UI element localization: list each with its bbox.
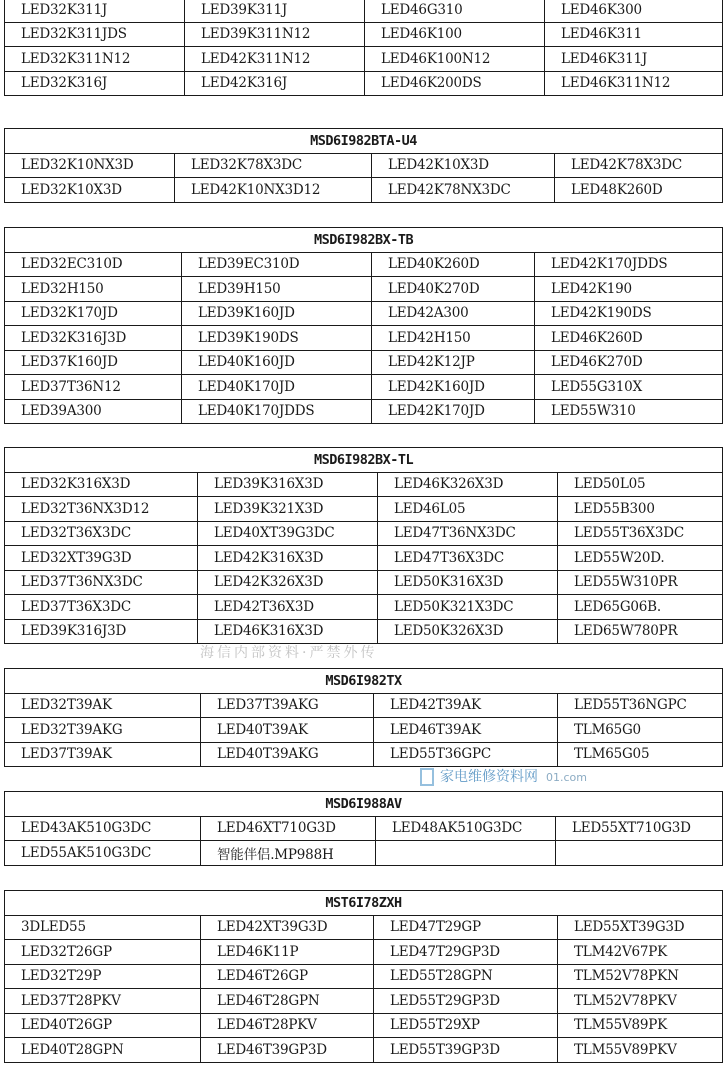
- table-row: [5, 940, 723, 965]
- model-cell: LED32K316J: [5, 71, 185, 96]
- model-cell: TLM65G05: [558, 742, 723, 767]
- model-cell: LED55W310PR: [558, 570, 723, 595]
- model-cell: LED46T26GP: [201, 964, 374, 989]
- model-cell: LED37T36X3DC: [5, 595, 198, 620]
- model-cell: LED47T36NX3DC: [378, 521, 558, 546]
- model-table-mst6i78zxh: [4, 890, 723, 1063]
- model-cell: LED42K78X3DC: [555, 153, 723, 178]
- model-cell: LED32K170JD: [5, 301, 182, 326]
- table-row: [5, 22, 723, 47]
- model-cell: LED32K311JDS: [5, 22, 185, 47]
- model-cell: LED42K190DS: [535, 301, 723, 326]
- table-row: [5, 497, 723, 522]
- model-cell: 3DLED55: [5, 915, 201, 940]
- model-cell: LED50L05: [558, 472, 723, 497]
- section-title: MSD6I982BTA-U4: [5, 129, 723, 154]
- model-cell: 智能伴侣.MP988H: [201, 841, 376, 866]
- model-cell: LED46K311: [545, 22, 723, 47]
- model-cell: LED55XT710G3D: [556, 816, 723, 841]
- table-row: [5, 399, 723, 424]
- model-cell: LED32T36X3DC: [5, 521, 198, 546]
- section-header-row: [5, 891, 723, 916]
- model-table-msd6i988av: [4, 791, 723, 866]
- table-row: [5, 915, 723, 940]
- model-cell: LED46T28GPN: [201, 989, 374, 1014]
- model-cell: LED37T39AK: [5, 742, 201, 767]
- model-cell: LED65G06B.: [558, 595, 723, 620]
- model-cell: LED37K160JD: [5, 350, 182, 375]
- model-cell: LED42K316J: [185, 71, 365, 96]
- model-cell: LED46L05: [378, 497, 558, 522]
- model-cell: LED46K100: [365, 22, 545, 47]
- site-logo-icon: [420, 768, 434, 786]
- table-row: [5, 1013, 723, 1038]
- model-cell: LED42K160JD: [372, 375, 535, 400]
- model-cell: LED42H150: [372, 326, 535, 351]
- model-cell: LED40T26GP: [5, 1013, 201, 1038]
- model-cell: LED55T29XP: [374, 1013, 558, 1038]
- model-cell: TLM52V78PKV: [558, 989, 723, 1014]
- model-cell: [376, 841, 556, 866]
- model-cell: LED48K260D: [555, 178, 723, 203]
- model-cell: LED39K321X3D: [198, 497, 378, 522]
- table-row: [5, 178, 723, 203]
- table-row: [5, 964, 723, 989]
- table-row: [5, 989, 723, 1014]
- model-cell: LED32EC310D: [5, 252, 182, 277]
- model-cell: LED40K270D: [372, 277, 535, 302]
- table-row: [5, 472, 723, 497]
- site-logo-sub: 01.com: [546, 771, 587, 784]
- table-row: [5, 742, 723, 767]
- table-row: [5, 841, 723, 866]
- model-cell: LED32K10X3D: [5, 178, 175, 203]
- model-cell: LED55T29GP3D: [374, 989, 558, 1014]
- model-cell: LED40XT39G3DC: [198, 521, 378, 546]
- table-row: [5, 71, 723, 96]
- model-cell: LED39EC310D: [182, 252, 372, 277]
- table-row: [5, 153, 723, 178]
- model-cell: LED32T39AK: [5, 693, 201, 718]
- model-cell: LED39K311N12: [185, 22, 365, 47]
- model-cell: LED46K270D: [535, 350, 723, 375]
- model-cell: LED50K321X3DC: [378, 595, 558, 620]
- model-cell: LED46K311N12: [545, 71, 723, 96]
- table-row: [5, 1038, 723, 1063]
- model-cell: LED40K160JD: [182, 350, 372, 375]
- model-cell: LED46T39GP3D: [201, 1038, 374, 1063]
- section-header-row: [5, 448, 723, 473]
- model-cell: LED40T28GPN: [5, 1038, 201, 1063]
- model-cell: LED46K326X3D: [378, 472, 558, 497]
- model-cell: LED32XT39G3D: [5, 546, 198, 571]
- table-row: [5, 375, 723, 400]
- model-cell: LED32H150: [5, 277, 182, 302]
- table-row: [5, 546, 723, 571]
- table-row: [5, 326, 723, 351]
- model-cell: LED42A300: [372, 301, 535, 326]
- model-cell: LED32T39AKG: [5, 718, 201, 743]
- model-cell: LED37T39AKG: [201, 693, 374, 718]
- model-cell: LED55W310: [535, 399, 723, 424]
- model-cell: LED42K316X3D: [198, 546, 378, 571]
- section-title: MSD6I982BX-TB: [5, 228, 723, 253]
- model-cell: LED47T29GP3D: [374, 940, 558, 965]
- model-cell: TLM52V78PKN: [558, 964, 723, 989]
- section-title: MSD6I982BX-TL: [5, 448, 723, 473]
- model-cell: LED37T36N12: [5, 375, 182, 400]
- watermark: 海信内部资料·严禁外传: [200, 645, 378, 661]
- model-cell: LED50K326X3D: [378, 619, 558, 644]
- table-row: [5, 301, 723, 326]
- model-cell: LED46K260D: [535, 326, 723, 351]
- model-cell: LED40T39AK: [201, 718, 374, 743]
- model-cell: LED42K190: [535, 277, 723, 302]
- model-cell: LED42K10X3D: [372, 153, 555, 178]
- model-cell: TLM55V89PK: [558, 1013, 723, 1038]
- model-cell: LED47T29GP: [374, 915, 558, 940]
- model-cell: LED46K100N12: [365, 47, 545, 72]
- model-cell: LED40K170JDDS: [182, 399, 372, 424]
- model-cell: LED50K316X3D: [378, 570, 558, 595]
- model-cell: LED32K316J3D: [5, 326, 182, 351]
- model-cell: LED32T26GP: [5, 940, 201, 965]
- model-cell: LED46G310: [365, 0, 545, 22]
- model-cell: LED55W20D.: [558, 546, 723, 571]
- table-row: [5, 277, 723, 302]
- model-cell: LED46K300: [545, 0, 723, 22]
- model-cell: LED55T39GP3D: [374, 1038, 558, 1063]
- table-row: [5, 570, 723, 595]
- model-cell: LED42K78NX3DC: [372, 178, 555, 203]
- model-cell: LED46K316X3D: [198, 619, 378, 644]
- model-cell: LED42K170JD: [372, 399, 535, 424]
- model-cell: LED32K316X3D: [5, 472, 198, 497]
- model-cell: LED40T39AKG: [201, 742, 374, 767]
- model-cell: LED40K170JD: [182, 375, 372, 400]
- model-cell: LED65W780PR: [558, 619, 723, 644]
- model-cell: LED32K311N12: [5, 47, 185, 72]
- model-cell: LED55AK510G3DC: [5, 841, 201, 866]
- model-cell: LED42K311N12: [185, 47, 365, 72]
- model-cell: LED39K311J: [185, 0, 365, 22]
- section-title: MST6I78ZXH: [5, 891, 723, 916]
- model-cell: LED42T39AK: [374, 693, 558, 718]
- model-cell: LED39A300: [5, 399, 182, 424]
- table-row: [5, 350, 723, 375]
- table-row: [5, 0, 723, 22]
- site-logo: [420, 767, 587, 787]
- model-cell: LED55T36GPC: [374, 742, 558, 767]
- model-cell: LED42K12JP: [372, 350, 535, 375]
- model-cell: LED32K311J: [5, 0, 185, 22]
- section-title: MSD6I982TX: [5, 669, 723, 694]
- model-cell: LED39K316J3D: [5, 619, 198, 644]
- model-cell: LED42K326X3D: [198, 570, 378, 595]
- model-cell: LED39K190DS: [182, 326, 372, 351]
- table-row: [5, 718, 723, 743]
- model-cell: LED55T36X3DC: [558, 521, 723, 546]
- model-cell: LED42K170JDDS: [535, 252, 723, 277]
- model-cell: LED46K11P: [201, 940, 374, 965]
- model-cell: LED46T39AK: [374, 718, 558, 743]
- model-cell: LED55XT39G3D: [558, 915, 723, 940]
- model-cell: LED39K316X3D: [198, 472, 378, 497]
- site-logo-text: 家电维修资料网: [440, 769, 538, 785]
- section-header-row: [5, 228, 723, 253]
- model-table-msd6i982bx-tb: [4, 227, 723, 424]
- model-cell: LED55B300: [558, 497, 723, 522]
- model-cell: TLM55V89PKV: [558, 1038, 723, 1063]
- model-cell: LED43AK510G3DC: [5, 816, 201, 841]
- table-row: [5, 595, 723, 620]
- model-cell: LED32T29P: [5, 964, 201, 989]
- model-cell: LED42T36X3D: [198, 595, 378, 620]
- model-cell: LED55G310X: [535, 375, 723, 400]
- model-cell: LED32K78X3DC: [175, 153, 372, 178]
- model-cell: LED46K200DS: [365, 71, 545, 96]
- model-cell: LED46K311J: [545, 47, 723, 72]
- model-cell: [556, 841, 723, 866]
- model-table-msd6i982bx-tl: [4, 447, 723, 644]
- model-cell: LED37T36NX3DC: [5, 570, 198, 595]
- model-cell: LED39H150: [182, 277, 372, 302]
- model-cell: LED46XT710G3D: [201, 816, 376, 841]
- model-cell: LED47T36X3DC: [378, 546, 558, 571]
- model-cell: TLM65G0: [558, 718, 723, 743]
- section-header-row: [5, 129, 723, 154]
- model-cell: LED46T28PKV: [201, 1013, 374, 1038]
- model-cell: LED40K260D: [372, 252, 535, 277]
- table-row: [5, 816, 723, 841]
- model-cell: TLM42V67PK: [558, 940, 723, 965]
- model-cell: LED55T36NGPC: [558, 693, 723, 718]
- model-table-msd6i982bta-u4: [4, 128, 723, 203]
- model-cell: LED55T28GPN: [374, 964, 558, 989]
- section-title: MSD6I988AV: [5, 792, 723, 817]
- section-header-row: [5, 669, 723, 694]
- table-row: [5, 252, 723, 277]
- model-table-continued: [4, 0, 723, 96]
- table-row: [5, 693, 723, 718]
- model-cell: LED32K10NX3D: [5, 153, 175, 178]
- model-table-msd6i982tx: [4, 668, 723, 767]
- table-row: [5, 521, 723, 546]
- model-cell: LED32T36NX3D12: [5, 497, 198, 522]
- table-row: [5, 47, 723, 72]
- section-header-row: [5, 792, 723, 817]
- model-cell: LED42XT39G3D: [201, 915, 374, 940]
- model-cell: LED37T28PKV: [5, 989, 201, 1014]
- table-row: [5, 619, 723, 644]
- model-cell: LED48AK510G3DC: [376, 816, 556, 841]
- model-cell: LED39K160JD: [182, 301, 372, 326]
- model-cell: LED42K10NX3D12: [175, 178, 372, 203]
